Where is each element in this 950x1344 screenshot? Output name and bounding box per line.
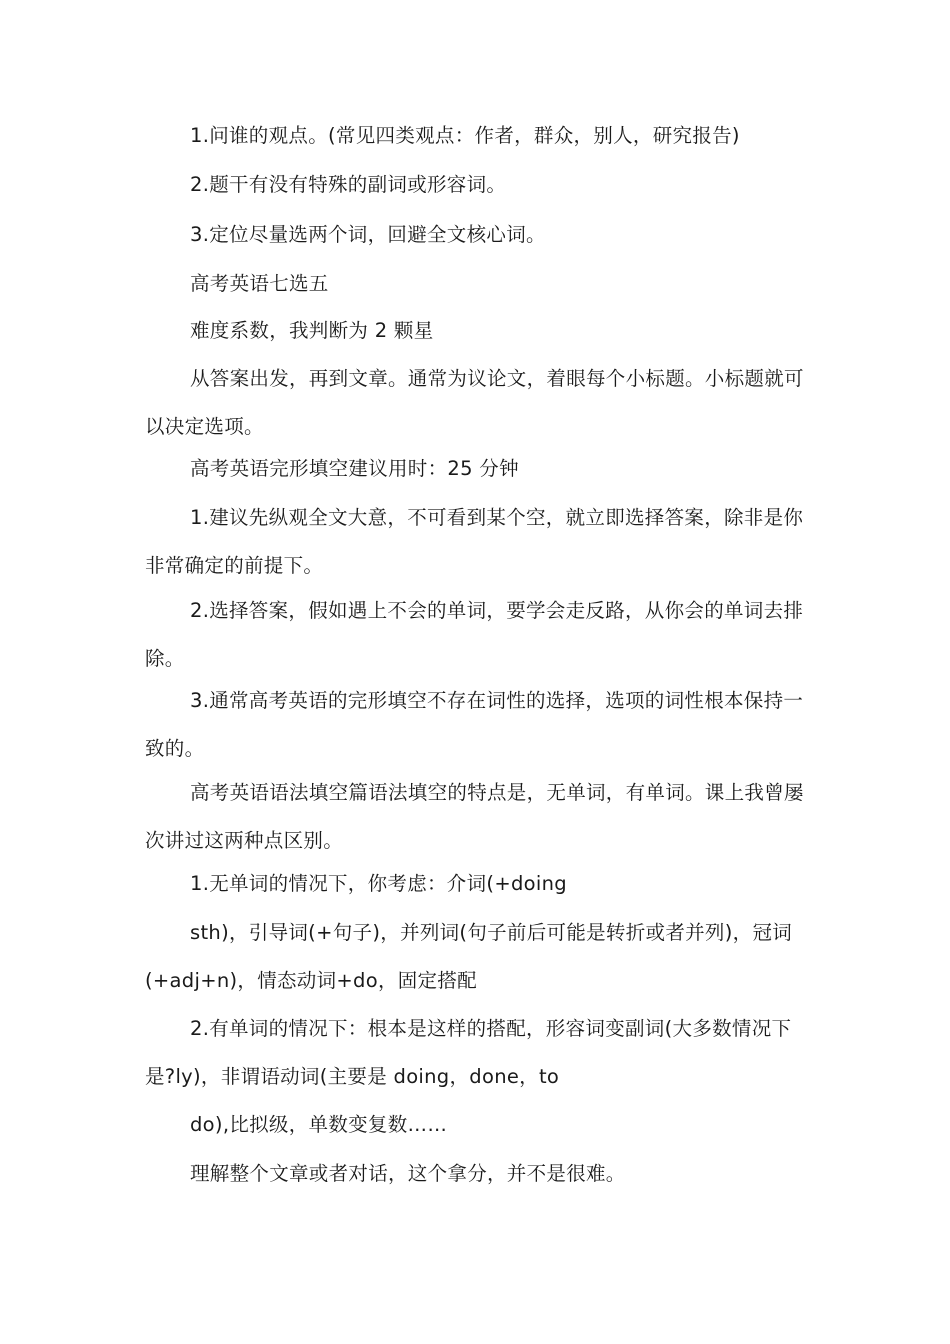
paragraph-approach: 从答案出发，再到文章。通常为议论文，着眼每个小标题。小标题就可以决定选项。 bbox=[145, 367, 804, 438]
section-heading-seven-choose-five: 高考英语七选五 bbox=[190, 272, 329, 295]
paragraph-cloze-1: 1.建议先纵观全文大意，不可看到某个空，就立即选择答案，除非是你非常确定的前提下。 bbox=[145, 506, 804, 577]
paragraph-cloze-3: 3.通常高考英语的完形填空不存在词性的选择，选项的词性根本保持一致的。 bbox=[145, 689, 804, 760]
section-heading-cloze: 高考英语完形填空建议用时：25 分钟 bbox=[190, 457, 519, 480]
paragraph-difficulty: 难度系数，我判断为 2 颗星 bbox=[190, 319, 434, 342]
paragraph-1: 1.问谁的观点。(常见四类观点：作者，群众，别人，研究报告) bbox=[190, 124, 740, 147]
paragraph-grammar-1: 1.无单词的情况下，你考虑：介词(+doing bbox=[190, 872, 567, 895]
section-heading-grammar: 高考英语语法填空篇语法填空的特点是，无单词，有单词。课上我曾屡次讲过这两种点区别。 bbox=[145, 781, 804, 852]
paragraph-conclusion: 理解整个文章或者对话，这个拿分，并不是很难。 bbox=[190, 1162, 626, 1185]
paragraph-grammar-1-cont: sth)，引导词(+句子)，并列词(句子前后可能是转折或者并列)，冠词(+adj+n)，情态动词+do，固定搭配 bbox=[145, 921, 793, 992]
paragraph-cloze-2: 2.选择答案，假如遇上不会的单词，要学会走反路，从你会的单词去排除。 bbox=[145, 599, 804, 670]
paragraph-grammar-2-cont: do),比拟级，单数变复数…… bbox=[190, 1113, 448, 1136]
paragraph-2: 2.题干有没有特殊的副词或形容词。 bbox=[190, 173, 507, 196]
paragraph-grammar-2: 2.有单词的情况下：根本是这样的搭配，形容词变副词(大多数情况下是?ly)，非谓语动词(主要是 doing，done，to bbox=[145, 1017, 792, 1088]
paragraph-3: 3.定位尽量选两个词，回避全文核心词。 bbox=[190, 223, 546, 246]
